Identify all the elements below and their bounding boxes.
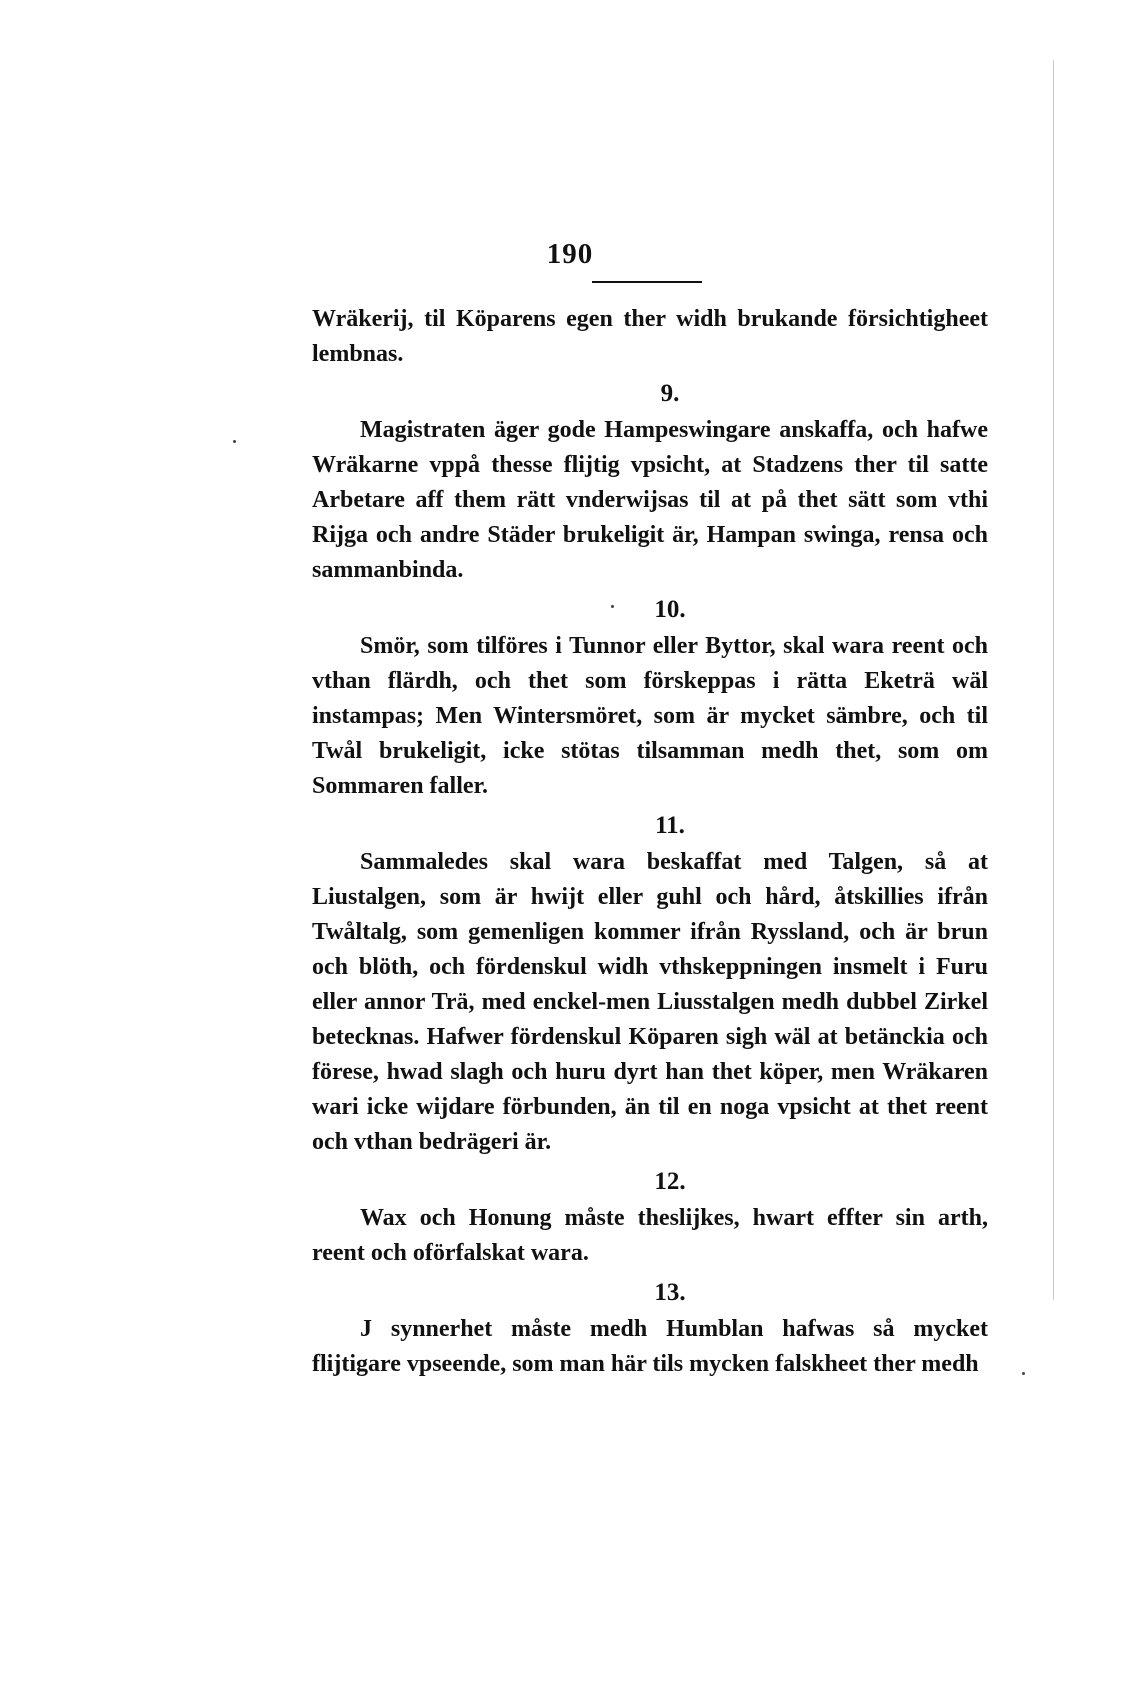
paragraph-13: J synnerhet måste medh Humblan hafwas så mycket flijtigare vpseende, som man här tils mycken falskheet ther medh [312, 1316, 988, 1377]
paragraph-9: Magistraten äger gode Hampeswingare anskaffa, och hafwe Wräkarne vppå thesse flijtig vpsicht, at Stadzens ther til satte Arbetare aff them rätt vnderwijsas til at på thet sätt som vthi Rijga och andre Städer brukeligit är, Hampan swinga, rensa och sammanbinda. [312, 417, 988, 583]
section-number-13: 13. [654, 1279, 686, 1306]
page-number: 190 [546, 238, 594, 270]
paragraph-continuation: Wräkerij, til Köparens egen ther widh brukande försichtigheet lembnas. [312, 306, 988, 367]
paragraph-11: Sammaledes skal wara beskaffat med Talgen, så at Liustalgen, som är hwijt eller guhl och hård, åtskillies ifrån Twåltalg, som gemenligen kommer ifrån Ryssland, och är brun och blöth, och fördenskul widh vthskeppningen insmelt i Furu eller annor Trä, med enckel-men Liusstalgen medh dubbel Zirkel betecknas. Hafwer fördenskul Köparen sigh wäl at betänckia och förese, hwad slagh och huru dyrt han thet köper, men Wräkaren wari icke wijdare förbunden, än til en noga vpsicht at thet reent och vthan bedrägeri är. [312, 849, 988, 1155]
page-number-rule [592, 281, 702, 283]
section-number-10: 10. [654, 596, 686, 623]
paragraph-10: Smör, som tilföres i Tunnor eller Byttor, skal wara reent och vthan flärdh, och thet som förskeppas i rätta Eketrä wäl instampas; Men Wintersmöret, som är mycket sämbre, och til Twål brukeligit, icke stötas tilsamman medh thet, som om Sommaren faller. [312, 633, 988, 799]
section-number-9: 9. [660, 380, 680, 407]
print-speck [233, 440, 236, 443]
body-text [312, 302, 988, 1382]
print-speck [1022, 1372, 1025, 1375]
section-number-12: 12. [654, 1168, 686, 1195]
section-number-11: 11. [655, 812, 685, 839]
paragraph-12: Wax och Honung måste theslijkes, hwart effter sin arth, reent och oförfalskat wara. [312, 1205, 988, 1266]
print-speck [611, 605, 614, 608]
